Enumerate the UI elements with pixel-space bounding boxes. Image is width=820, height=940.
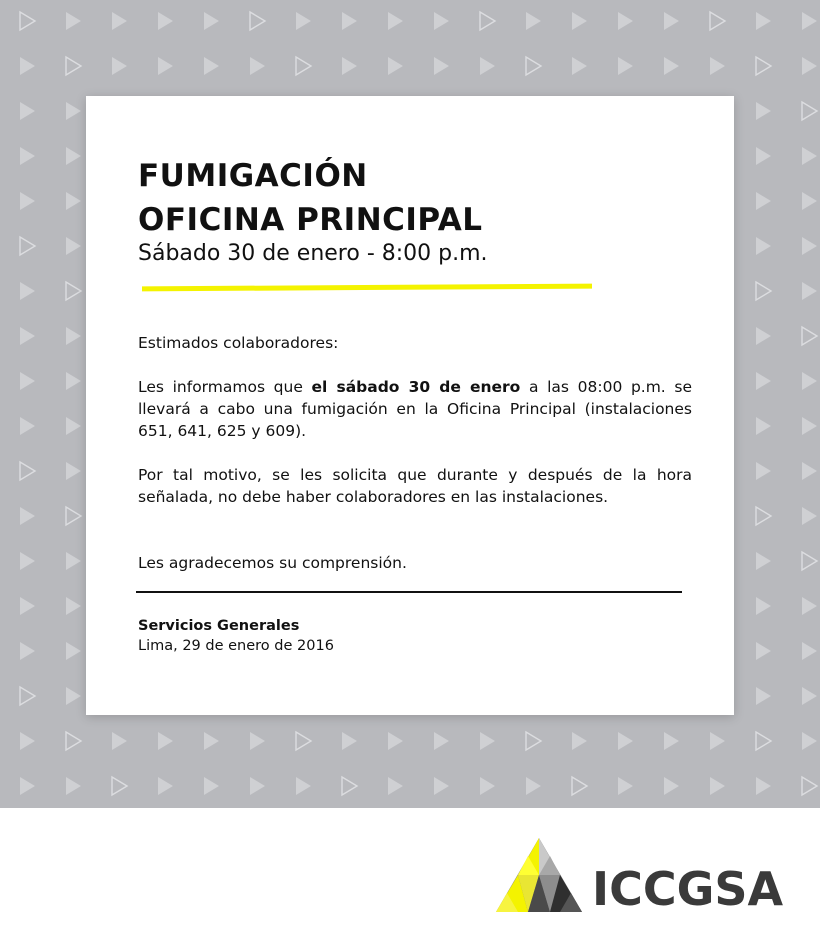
pattern-triangle (388, 777, 403, 795)
pattern-triangle (756, 192, 771, 210)
pattern-triangle (66, 462, 81, 480)
pattern-triangle (756, 507, 771, 525)
pattern-triangle (756, 57, 771, 75)
signature-divider (136, 591, 682, 593)
pattern-triangle (664, 57, 679, 75)
pattern-triangle (250, 777, 265, 795)
paragraph-instructions: Por tal motivo, se les solicita que durante y después de la hora señalada, no debe haber colaboradores en las instalaciones. (138, 466, 692, 506)
brand-name: ICCGSA (592, 862, 784, 916)
pattern-triangle (802, 417, 817, 435)
pattern-triangle (66, 732, 81, 750)
pattern-triangle (572, 57, 587, 75)
pattern-triangle (802, 597, 817, 615)
pattern-triangle (618, 777, 633, 795)
pattern-triangle (20, 732, 35, 750)
triangle-mosaic-logo-icon (494, 836, 584, 914)
pattern-triangle (802, 507, 817, 525)
pattern-triangle (526, 777, 541, 795)
pattern-triangle (158, 57, 173, 75)
pattern-triangle (296, 12, 311, 30)
pattern-triangle (756, 732, 771, 750)
announcement-intro: Les informamos que (138, 378, 312, 396)
pattern-triangle (20, 102, 35, 120)
pattern-triangle (802, 282, 817, 300)
pattern-triangle (618, 732, 633, 750)
pattern-triangle (756, 237, 771, 255)
pattern-triangle (756, 597, 771, 615)
pattern-triangle (66, 642, 81, 660)
pattern-triangle (526, 732, 541, 750)
pattern-triangle (756, 552, 771, 570)
pattern-triangle (756, 102, 771, 120)
pattern-triangle (756, 372, 771, 390)
pattern-triangle (802, 732, 817, 750)
pattern-triangle (66, 777, 81, 795)
pattern-triangle (66, 597, 81, 615)
pattern-triangle (526, 12, 541, 30)
pattern-triangle (756, 462, 771, 480)
pattern-triangle (572, 732, 587, 750)
pattern-triangle (710, 732, 725, 750)
pattern-triangle (342, 12, 357, 30)
paragraph-announcement (138, 376, 692, 442)
pattern-triangle (434, 732, 449, 750)
pattern-triangle (664, 777, 679, 795)
pattern-triangle (802, 687, 817, 705)
pattern-triangle (296, 57, 311, 75)
pattern-triangle (802, 462, 817, 480)
pattern-triangle (802, 372, 817, 390)
notice-subtitle: Sábado 30 de enero - 8:00 p.m. (138, 241, 488, 266)
pattern-triangle (296, 732, 311, 750)
pattern-triangle (388, 12, 403, 30)
pattern-triangle (20, 507, 35, 525)
pattern-triangle (66, 12, 81, 30)
pattern-triangle (388, 57, 403, 75)
pattern-triangle (112, 57, 127, 75)
pattern-triangle (20, 12, 35, 30)
signature-date: Lima, 29 de enero de 2016 (138, 638, 334, 654)
pattern-triangle (480, 777, 495, 795)
pattern-triangle (20, 327, 35, 345)
pattern-triangle (66, 102, 81, 120)
pattern-triangle (158, 777, 173, 795)
pattern-triangle (480, 57, 495, 75)
pattern-triangle (434, 57, 449, 75)
pattern-triangle (756, 687, 771, 705)
announcement-details: a las 08:00 p.m. se llevará a cabo una fumigación en la Oficina Principal (instalaciones 651, 641, 625 y 609). (138, 378, 692, 440)
pattern-triangle (802, 102, 817, 120)
pattern-triangle (756, 327, 771, 345)
pattern-triangle (480, 732, 495, 750)
pattern-triangle (756, 147, 771, 165)
title-line-2: OFICINA PRINCIPAL (138, 202, 483, 238)
pattern-triangle (204, 777, 219, 795)
pattern-triangle (158, 732, 173, 750)
pattern-triangle (20, 282, 35, 300)
pattern-triangle (802, 147, 817, 165)
pattern-triangle (20, 462, 35, 480)
pattern-triangle (434, 12, 449, 30)
announcement-date: el sábado 30 de enero (311, 378, 521, 396)
brand-logo (494, 836, 794, 916)
notice-title (138, 154, 698, 242)
pattern-triangle (112, 732, 127, 750)
pattern-triangle (204, 12, 219, 30)
pattern-triangle (20, 57, 35, 75)
pattern-triangle (664, 732, 679, 750)
pattern-triangle (20, 777, 35, 795)
pattern-triangle (112, 777, 127, 795)
pattern-triangle (342, 732, 357, 750)
pattern-triangle (802, 327, 817, 345)
pattern-triangle (66, 417, 81, 435)
pattern-triangle (66, 327, 81, 345)
pattern-triangle (20, 147, 35, 165)
pattern-triangle (20, 237, 35, 255)
pattern-triangle (802, 57, 817, 75)
pattern-triangle (802, 12, 817, 30)
pattern-triangle (710, 777, 725, 795)
pattern-triangle (204, 57, 219, 75)
pattern-triangle (296, 777, 311, 795)
title-line-1: FUMIGACIÓN (138, 158, 368, 194)
pattern-triangle (66, 192, 81, 210)
pattern-triangle (710, 57, 725, 75)
pattern-triangle (66, 282, 81, 300)
pattern-triangle (112, 12, 127, 30)
greeting: Estimados colaboradores: (138, 334, 339, 352)
pattern-triangle (66, 687, 81, 705)
pattern-triangle (20, 417, 35, 435)
pattern-triangle (526, 57, 541, 75)
pattern-triangle (756, 12, 771, 30)
pattern-triangle (66, 57, 81, 75)
pattern-triangle (158, 12, 173, 30)
pattern-triangle (66, 147, 81, 165)
pattern-triangle (802, 777, 817, 795)
pattern-triangle (572, 777, 587, 795)
pattern-triangle (802, 237, 817, 255)
pattern-triangle (250, 732, 265, 750)
pattern-triangle (388, 732, 403, 750)
pattern-triangle (66, 507, 81, 525)
pattern-triangle (66, 552, 81, 570)
pattern-triangle (802, 192, 817, 210)
pattern-triangle (204, 732, 219, 750)
pattern-triangle (756, 777, 771, 795)
pattern-triangle (66, 237, 81, 255)
pattern-triangle (20, 552, 35, 570)
pattern-triangle (250, 12, 265, 30)
pattern-triangle (342, 57, 357, 75)
pattern-triangle (66, 372, 81, 390)
pattern-triangle (618, 57, 633, 75)
pattern-triangle (756, 642, 771, 660)
pattern-triangle (756, 282, 771, 300)
pattern-triangle (342, 777, 357, 795)
pattern-triangle (802, 552, 817, 570)
notice-card (86, 96, 734, 715)
pattern-triangle (250, 57, 265, 75)
paragraph-thanks: Les agradecemos su comprensión. (138, 554, 407, 572)
pattern-triangle (572, 12, 587, 30)
pattern-triangle (710, 12, 725, 30)
pattern-triangle (20, 192, 35, 210)
pattern-triangle (756, 417, 771, 435)
pattern-triangle (20, 687, 35, 705)
signature-department: Servicios Generales (138, 618, 300, 634)
pattern-triangle (20, 642, 35, 660)
pattern-triangle (802, 642, 817, 660)
pattern-triangle (664, 12, 679, 30)
pattern-triangle (434, 777, 449, 795)
yellow-divider (142, 284, 592, 292)
pattern-triangle (618, 12, 633, 30)
pattern-triangle (20, 372, 35, 390)
pattern-triangle (20, 597, 35, 615)
pattern-triangle (480, 12, 495, 30)
